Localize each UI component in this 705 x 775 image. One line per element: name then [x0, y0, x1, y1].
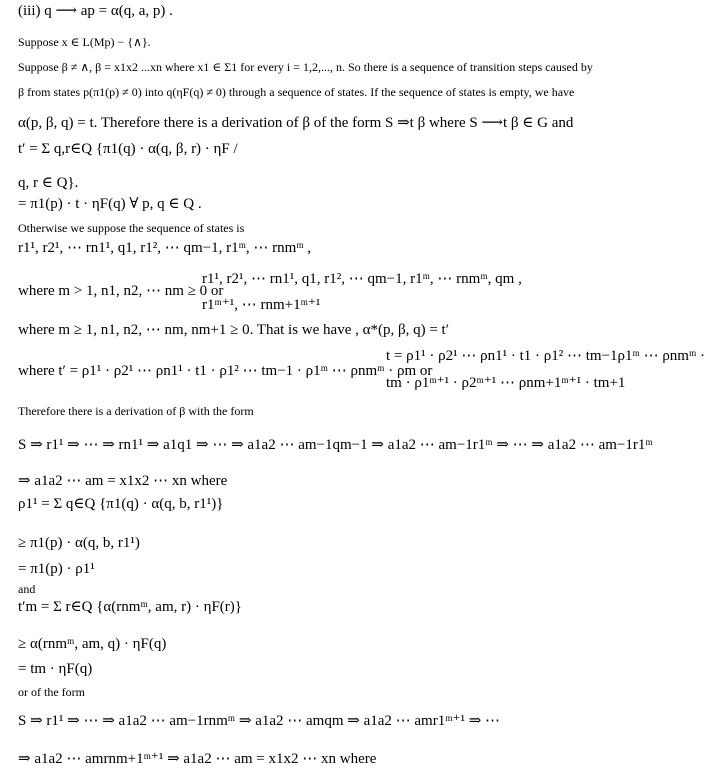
line-8: = π1(p) · t · ηF(q) ∀ p, q ∈ Q . [18, 196, 202, 212]
line-7: q, r ∈ Q}. [18, 175, 79, 191]
line-9: Otherwise we suppose the sequence of states is [18, 221, 245, 235]
line-13: r1ᵐ⁺¹, ⋯ rnm+1ᵐ⁺¹ [202, 297, 321, 313]
line-14: where m ≥ 1, n1, n2, ⋯ nm, nm+1 ≥ 0. That is we have , α*(p, β, q) = t′ [18, 322, 449, 338]
line-29: S ⇒ r1¹ ⇒ ⋯ ⇒ a1a2 ⋯ am−1rnmᵐ ⇒ a1a2 ⋯ amqm ⇒ a1a2 ⋯ amr1ᵐ⁺¹ ⇒ ⋯ [18, 713, 501, 729]
line-1: (iii) q ⟶ ap = α(q, a, p) . [18, 3, 173, 19]
line-18: Therefore there is a derivation of β with the form [18, 404, 254, 418]
line-27: = tm · ηF(q) [18, 661, 93, 677]
line-16: t = ρ1¹ · ρ2¹ ⋯ ρn1¹ · t1 · ρ1² ⋯ tm−1ρ1ᵐ ⋯ ρnmᵐ · [386, 348, 705, 364]
line-19: S ⇒ r1¹ ⇒ ⋯ ⇒ rn1¹ ⇒ a1q1 ⇒ ⋯ ⇒ a1a2 ⋯ am−1qm−1 ⇒ a1a2 ⋯ am−1r1ᵐ ⇒ ⋯ ⇒ a1a2 ⋯ am−1r1ᵐ [18, 437, 653, 453]
line-23: = π1(p) · ρ1¹ [18, 561, 95, 577]
line-10: r1¹, r2¹, ⋯ rn1¹, q1, r1², ⋯ qm−1, r1ᵐ, ⋯ rnmᵐ , [18, 240, 312, 256]
line-22: ≥ π1(p) · α(q, b, r1¹) [18, 535, 140, 551]
line-6: t′ = Σ q,r∈Q {π1(q) · α(q, β, r) · ηF / [18, 141, 238, 157]
line-15: where t′ = ρ1¹ · ρ2¹ ⋯ ρn1¹ · t1 · ρ1² ⋯ tm−1 · ρ1ᵐ ⋯ ρnmᵐ · ρm or [18, 363, 433, 379]
line-3: Suppose β ≠ ∧, β = x1x2 ...xn where x1 ∈ Σ1 for every i = 1,2,..., n. So there is a sequence of transition steps caused by [18, 60, 593, 74]
line-17: tm · ρ1ᵐ⁺¹ · ρ2ᵐ⁺¹ ⋯ ρnm+1ᵐ⁺¹ · tm+1 [386, 375, 626, 391]
line-26: ≥ α(rnmᵐ, am, q) · ηF(q) [18, 636, 167, 652]
line-2: Suppose x ∈ L(Mp) − {∧}. [18, 35, 151, 49]
line-24: and [18, 582, 36, 596]
line-11: where m > 1, n1, n2, ⋯ nm ≥ 0 or [18, 283, 224, 299]
line-4: β from states p(π1(p) ≠ 0) into q(ηF(q) ≠ 0) through a sequence of states. If the sequence of states is empty, we have [18, 85, 575, 99]
line-21: ρ1¹ = Σ q∈Q {π1(q) · α(q, b, r1¹)} [18, 496, 224, 512]
line-28: or of the form [18, 685, 85, 699]
line-12: r1¹, r2¹, ⋯ rn1¹, q1, r1², ⋯ qm−1, r1ᵐ, ⋯ rnmᵐ, qm , [202, 271, 522, 287]
line-30: ⇒ a1a2 ⋯ amrnm+1ᵐ⁺¹ ⇒ a1a2 ⋯ am = x1x2 ⋯ xn where [18, 751, 377, 767]
line-20: ⇒ a1a2 ⋯ am = x1x2 ⋯ xn where [18, 473, 228, 489]
line-25: t′m = Σ r∈Q {α(rnmᵐ, am, r) · ηF(r)} [18, 599, 242, 615]
line-5: α(p, β, q) = t. Therefore there is a derivation of β of the form S ⇒t β where S ⟶t β ∈ G and [18, 115, 574, 131]
